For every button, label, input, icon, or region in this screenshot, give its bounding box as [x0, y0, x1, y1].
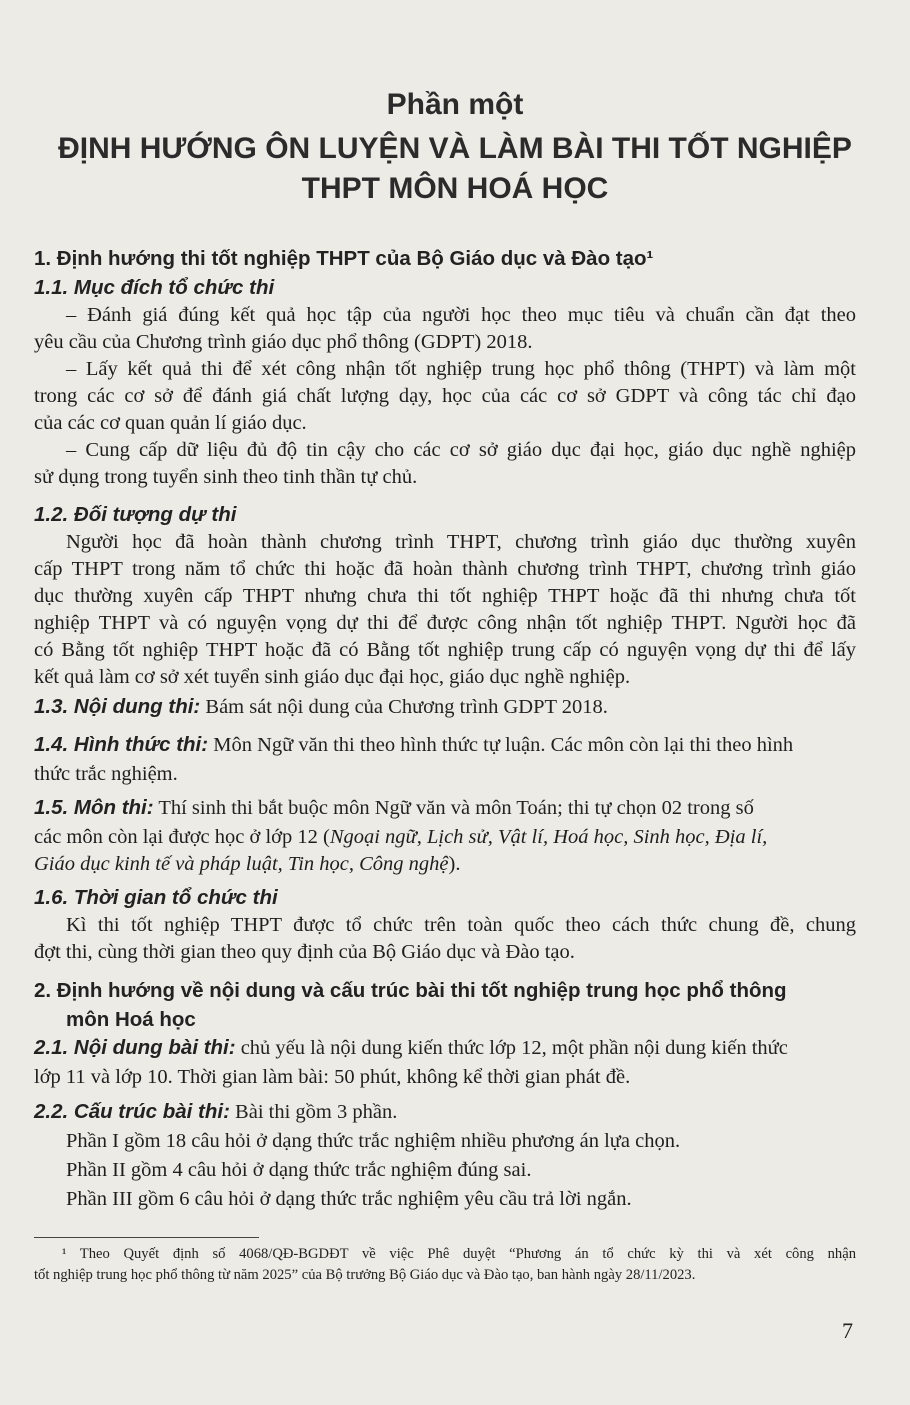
section-1-heading: 1. Định hướng thi tốt nghiệp THPT của Bộ Giáo dục và Đào tạo¹ — [34, 247, 654, 270]
section-2-1 — [34, 1036, 788, 1060]
section-1-1-title: 1.1. Mục đích tổ chức thi — [34, 276, 275, 299]
s11-p2-line3: của các cơ quan quản lí giáo dục. — [34, 412, 307, 434]
part-title: Phần một — [386, 88, 524, 121]
s16-line2: đợt thi, cùng thời gian theo quy định của Bộ Giáo dục và Đào tạo. — [34, 941, 575, 963]
part-ii-line: Phần II gồm 4 câu hỏi ở dạng thức trắc nghiệm đúng sai. — [66, 1159, 532, 1181]
chapter-title-line-2: THPT MÔN HOÁ HỌC — [301, 172, 609, 205]
section-2-heading-line2: môn Hoá học — [66, 1008, 196, 1031]
s14-text: Môn Ngữ văn thi theo hình thức tự luận. Các môn còn lại thi theo hình — [208, 734, 794, 756]
s15-line3 — [34, 851, 856, 877]
s12-line5: có Bằng tốt nghiệp THPT hoặc đã có Bằng tốt nghiệp trung cấp có nguyện vọng dự thi để lấy — [34, 639, 856, 661]
s11-p1-line1: – Đánh giá đúng kết quả học tập của người học theo mục tiêu và chuẩn cần đạt theo — [66, 304, 856, 326]
s11-p2-line2: trong các cơ sở để đánh giá chất lượng dạy, học của các cơ sở GDPT và công tác chỉ đạo — [34, 385, 856, 407]
s22-text: Bài thi gồm 3 phần. — [229, 1101, 398, 1123]
footnote-line1: ¹ Theo Quyết định số 4068/QĐ-BGDĐT về việc Phê duyệt “Phương án tổ chức kỳ thi và xét công nhận — [62, 1246, 856, 1262]
s21-text: chủ yếu là nội dung kiến thức lớp 12, một phần nội dung kiến thức — [235, 1037, 788, 1059]
part-i-line: Phần I gồm 18 câu hỏi ở dạng thức trắc nghiệm nhiều phương án lựa chọn. — [66, 1130, 681, 1152]
footnote-divider — [34, 1237, 259, 1238]
s15-title: 1.5. Môn thi: — [34, 796, 154, 819]
s15-line2-a: các môn còn lại được học ở lớp 12 ( — [34, 826, 330, 848]
s22-title: 2.2. Cấu trúc bài thi: — [34, 1100, 230, 1123]
section-1-3 — [34, 695, 608, 719]
s13-text: Bám sát nội dung của Chương trình GDPT 2018. — [200, 696, 608, 718]
s21-title: 2.1. Nội dung bài thi: — [34, 1036, 236, 1059]
s13-title: 1.3. Nội dung thi: — [34, 695, 201, 718]
section-1-4 — [34, 733, 793, 757]
chapter-title-line-1: ĐỊNH HƯỚNG ÔN LUYỆN VÀ LÀM BÀI THI TỐT NGHIỆP — [58, 132, 852, 165]
s15-line3-end: ). — [448, 853, 461, 875]
s15-subjects-1: Ngoại ngữ, Lịch sử, Vật lí, Hoá học, Sinh học, Địa lí, — [329, 826, 768, 848]
s12-line2: cấp THPT trong năm tổ chức thi hoặc đã hoàn thành chương trình THPT, chương trình giáo — [34, 558, 856, 580]
s21-line2: lớp 11 và lớp 10. Thời gian làm bài: 50 phút, không kể thời gian phát đề. — [34, 1066, 631, 1088]
s12-line1: Người học đã hoàn thành chương trình THPT, chương trình giáo dục thường xuyên — [66, 531, 856, 553]
part-iii-line: Phần III gồm 6 câu hỏi ở dạng thức trắc nghiệm yêu cầu trả lời ngắn. — [66, 1188, 632, 1210]
section-1-6-title: 1.6. Thời gian tổ chức thi — [34, 886, 278, 909]
s11-p3-line1: – Cung cấp dữ liệu đủ độ tin cậy cho các cơ sở giáo dục đại học, giáo dục nghề nghiệp — [66, 439, 856, 461]
s14-line2: thức trắc nghiệm. — [34, 763, 178, 785]
s15-line2 — [34, 824, 856, 850]
section-1-5 — [34, 796, 754, 820]
s14-title: 1.4. Hình thức thi: — [34, 733, 209, 756]
s12-line6: kết quả làm cơ sở xét tuyển sinh giáo dục đại học, giáo dục nghề nghiệp. — [34, 666, 631, 688]
section-1-2-title: 1.2. Đối tượng dự thi — [34, 503, 237, 526]
s11-p3-line2: sử dụng trong tuyển sinh theo tinh thần tự chủ. — [34, 466, 418, 488]
s15-text: Thí sinh thi bắt buộc môn Ngữ văn và môn Toán; thi tự chọn 02 trong số — [153, 797, 754, 819]
page-number: 7 — [842, 1318, 853, 1343]
section-2-heading-line1: 2. Định hướng về nội dung và cấu trúc bài thi tốt nghiệp trung học phổ thông — [34, 979, 787, 1002]
s11-p1-line2: yêu cầu của Chương trình giáo dục phổ thông (GDPT) 2018. — [34, 331, 533, 353]
footnote-line2: tốt nghiệp trung học phổ thông từ năm 2025” của Bộ trưởng Bộ Giáo dục và Đào tạo, ban hành ngày 28/11/2023. — [34, 1267, 696, 1283]
s15-subjects-2: Giáo dục kinh tế và pháp luật, Tin học, Công nghệ — [34, 853, 449, 875]
s11-p2-line1: – Lấy kết quả thi để xét công nhận tốt nghiệp trung học phổ thông (THPT) và làm một — [66, 358, 856, 380]
s16-line1: Kì thi tốt nghiệp THPT được tổ chức trên toàn quốc theo cách thức chung đề, chung — [66, 914, 856, 936]
s12-line4: nghiệp THPT và có nguyện vọng dự thi để được công nhận tốt nghiệp THPT. Người học đã — [34, 612, 856, 634]
section-2-2 — [34, 1100, 397, 1124]
s12-line3: dục thường xuyên cấp THPT nhưng chưa thi tốt nghiệp THPT hoặc đã thi nhưng chưa tốt — [34, 585, 856, 607]
